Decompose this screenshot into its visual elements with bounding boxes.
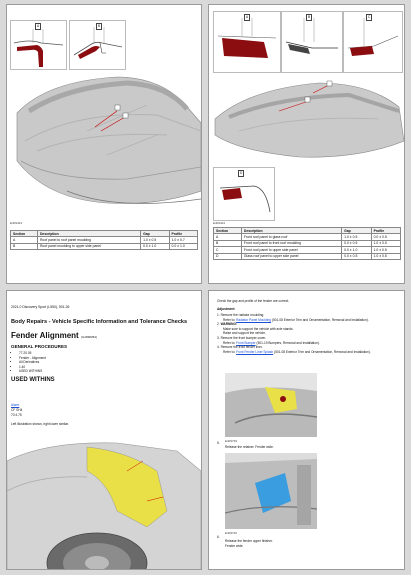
step-text: Remove the radiator moulding. xyxy=(220,313,265,317)
step-text: Refer to: xyxy=(223,317,237,322)
table-cell: 1.0 ± 0.5 xyxy=(371,247,400,253)
step-number: 3. xyxy=(217,335,220,340)
table-cell: 1.0 ± 0.5 xyxy=(141,237,169,243)
figure-id: E409423 xyxy=(10,221,23,225)
step-text: Raise and support the vehicle. xyxy=(223,331,266,336)
step-number: 4. xyxy=(217,345,220,350)
step-figure-2 xyxy=(225,453,317,529)
intro-text: Check the gap and profile of the fender are correct. xyxy=(217,299,290,303)
table-cell: Front roof panel to front roof moulding xyxy=(241,240,341,246)
list-item: • USED WITHINS xyxy=(19,369,46,374)
figure-id: E409740 xyxy=(225,531,238,535)
figure-id: E409424 xyxy=(213,221,226,225)
callout-c: C xyxy=(368,15,371,19)
table-cell: 1.0 ± 0.5 xyxy=(371,253,400,259)
detail-view-c xyxy=(343,11,403,73)
step-text: (501-19 Bumpers, Removal and Installation). xyxy=(255,340,320,345)
column-header: Description xyxy=(241,228,341,234)
cargeometry-logo xyxy=(196,534,402,570)
table-cell: D xyxy=(214,253,242,259)
column-header: Profile xyxy=(371,228,400,234)
list-item: • All Derivatives xyxy=(19,360,46,365)
table-cell: B xyxy=(214,240,242,246)
section-title-tag: (G1838254) xyxy=(80,335,97,339)
used-within-item: 70.4.75 xyxy=(11,413,22,417)
page-title: Body Repairs - Vehicle Specific Information and Tolerance Checks xyxy=(11,319,188,325)
steps-list xyxy=(217,313,401,354)
column-header: Section xyxy=(214,228,242,234)
table-cell: C xyxy=(214,247,242,253)
vehicle-roof-illustration xyxy=(7,71,201,216)
table-row xyxy=(214,253,401,259)
callout-b: B xyxy=(98,24,101,28)
fender-illustration xyxy=(7,431,201,570)
table-cell: 0.0 ± 0.5 xyxy=(342,253,371,259)
tolerance-table xyxy=(213,227,401,260)
table-cell: 1.0 ± 0.5 xyxy=(371,240,400,246)
detail-view-b xyxy=(69,20,126,70)
manual-page-3 xyxy=(6,290,202,570)
figure-id: E409739 xyxy=(225,439,238,443)
table-cell: 0.0 ± 1.0 xyxy=(141,243,169,249)
detail-view-a xyxy=(213,11,281,73)
callout-a: A xyxy=(37,24,40,28)
list-item: • Fender - Alignment xyxy=(19,356,46,361)
column-header: Gap xyxy=(342,228,371,234)
front-bumper-link[interactable]: Front Bumper xyxy=(236,340,256,345)
general-procedures-list xyxy=(11,351,46,374)
callout-d: D xyxy=(240,171,243,175)
column-header: Profile xyxy=(169,231,197,237)
general-procedures-heading: GENERAL PROCEDURES xyxy=(11,344,68,349)
table-cell: 0.0 ± 0.5 xyxy=(342,240,371,246)
step-text: (501-08 Exterior Trim and Ornamentation, Removal and Installation). xyxy=(273,349,371,354)
step-text: Release the fender upper finisher. xyxy=(225,539,273,543)
fender-liner-link[interactable]: Front Fender Liner Splash xyxy=(236,349,274,354)
section-title xyxy=(11,331,97,340)
manual-page-1 xyxy=(6,4,202,284)
step-figure-1 xyxy=(225,373,317,437)
table-cell: Front roof panel to upper side panel xyxy=(241,247,341,253)
step-text: Make sure to support the vehicle with axle stands. xyxy=(223,326,294,331)
manual-page-4 xyxy=(208,290,405,570)
table-cell: Front roof panel to glass roof xyxy=(241,234,341,240)
step-number: 6. xyxy=(217,535,220,539)
step-text: Refer to: xyxy=(223,349,237,354)
section-title-text: Fender Alignment xyxy=(11,331,79,340)
list-item: • 1.40 xyxy=(19,365,46,370)
table-cell: Glass roof panel to upper side panel xyxy=(241,253,341,259)
table-cell: 1.0 ± 0.5 xyxy=(342,234,371,240)
table-cell: 0.0 ± 0.5 xyxy=(371,234,400,240)
tolerance-table xyxy=(10,230,198,250)
step-text: (501-08 Exterior Trim and Ornamentation, Removal and Installation). xyxy=(271,317,369,322)
callout-a: A xyxy=(246,15,249,19)
table-row xyxy=(11,243,198,249)
callout-b: B xyxy=(308,15,311,19)
column-header: Section xyxy=(11,231,38,237)
step-number: 2. xyxy=(217,322,220,327)
step-text: Remove the front fender liner. xyxy=(220,345,263,350)
table-cell: Roof panel moulding to upper side panel xyxy=(37,243,140,249)
vehicle-roof-illustration xyxy=(209,71,404,166)
used-within-item: CF SH4 xyxy=(11,408,23,412)
detail-view-d xyxy=(213,167,275,221)
used-within-heading: USED WITHINS xyxy=(11,377,55,383)
cargeometry-watermark xyxy=(196,534,402,570)
table-cell: 0.0 ± 1.0 xyxy=(169,243,197,249)
table-cell: Roof panel to roof panel moulding xyxy=(37,237,140,243)
step-text: Fender wide. xyxy=(225,544,244,548)
table-cell: 0.0 ± 1.0 xyxy=(342,247,371,253)
step-text: Refer to: xyxy=(223,340,237,345)
adjustment-heading: Adjustment xyxy=(217,307,235,311)
step xyxy=(217,350,401,355)
step-number: 1. xyxy=(217,313,220,317)
table-cell: A xyxy=(214,234,242,240)
detail-view-b xyxy=(281,11,343,73)
step-text: Remove the front bumper cover. xyxy=(220,335,267,340)
radiator-moulding-link[interactable]: Radiator Panel Moulding xyxy=(236,317,272,322)
table-cell: B xyxy=(11,243,38,249)
column-header: Gap xyxy=(141,231,169,237)
column-header: Description xyxy=(37,231,140,237)
table-cell: 1.0 ± 0.7 xyxy=(169,237,197,243)
detail-view-a xyxy=(10,20,67,70)
list-item: • 77.20.05 xyxy=(19,351,46,356)
illustration-note: Left illustration shown, right lower similar. xyxy=(11,422,69,426)
warning-text: WARNING: xyxy=(220,322,238,327)
step-text: Release the retainer. Fender wide. xyxy=(225,445,274,449)
table-cell: A xyxy=(11,237,38,243)
document-header: 2021.0 Discovery Sport (L550), 501-26 xyxy=(11,305,70,309)
manual-page-2 xyxy=(208,4,405,284)
alarm-link[interactable]: Alarm xyxy=(11,403,20,407)
step-number: 5. xyxy=(217,441,220,445)
